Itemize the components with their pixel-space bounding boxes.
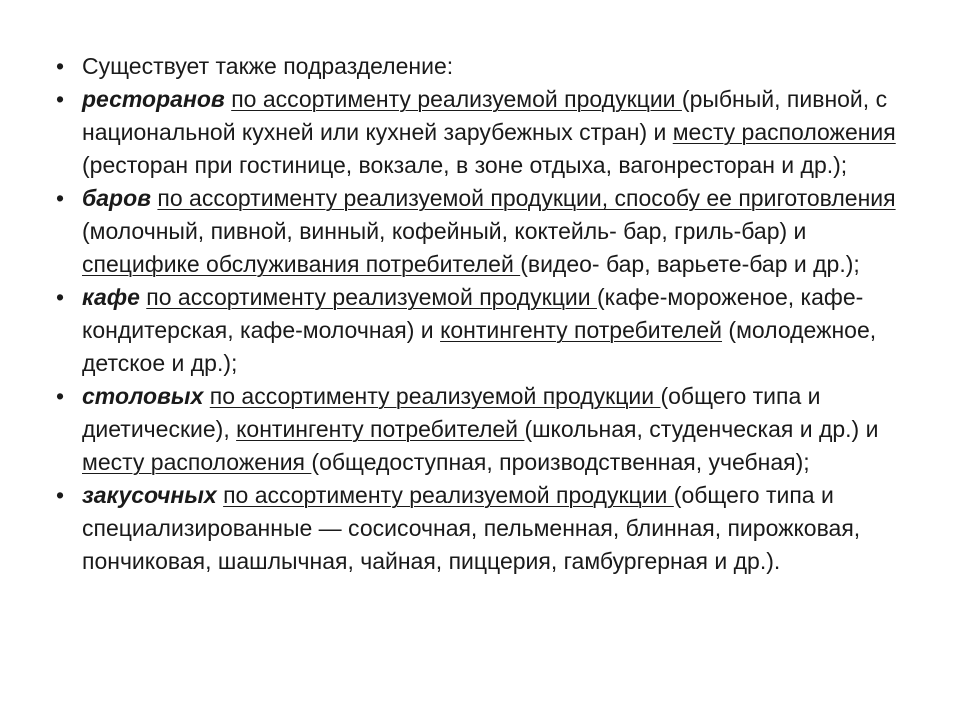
term-cafe: кафе bbox=[82, 284, 140, 310]
term-restaurants: ресторанов bbox=[82, 86, 225, 112]
criterion-consumers: контингенту потребителей bbox=[236, 416, 525, 442]
examples-text: (школьная, студенческая и др.) и bbox=[524, 416, 879, 442]
criterion-assortment: по ассортименту реализуемой продукции bbox=[231, 86, 682, 112]
examples-text: (молодежное, детское и др.); bbox=[82, 317, 877, 376]
bullet-list bbox=[56, 50, 912, 578]
criterion-assortment: по ассортименту реализуемой продукции bbox=[223, 482, 674, 508]
examples-text: (кафе-мороженое, кафе-кондитерская, кафе-молочная) и bbox=[82, 284, 864, 343]
bullet-restaurants bbox=[56, 83, 912, 182]
examples-text: (молочный, пивной, винный, кофейный, коктейль- бар, гриль-бар) и bbox=[82, 218, 807, 244]
examples-text: (общего типа и специализированные — сосисочная, пельменная, блинная, пирожковая, пончиковая, шашлычная, чайная, пиццерия, гамбургерная и др.). bbox=[82, 482, 861, 574]
criterion-service: специфике обслуживания потребителей bbox=[82, 251, 521, 277]
criterion-assortment: по ассортименту реализуемой продукции, способу ее приготовления bbox=[157, 185, 896, 211]
examples-text: (рыбный, пивной, с национальной кухней или кухней зарубежных стран) и bbox=[82, 86, 888, 145]
bullet-intro bbox=[56, 50, 912, 83]
criterion-location: месту расположения bbox=[82, 449, 312, 475]
term-canteens: столовых bbox=[82, 383, 204, 409]
criterion-assortment: по ассортименту реализуемой продукции bbox=[146, 284, 597, 310]
bullet-snackbars bbox=[56, 479, 912, 578]
examples-text: (видео- бар, варьете-бар и др.); bbox=[520, 251, 860, 277]
term-bars: баров bbox=[82, 185, 152, 211]
bullet-canteens bbox=[56, 380, 912, 479]
term-snackbars: закусочных bbox=[82, 482, 217, 508]
criterion-assortment: по ассортименту реализуемой продукции bbox=[209, 383, 661, 409]
examples-text: (ресторан при гостинице, вокзале, в зоне отдыха, вагонресторан и др.); bbox=[82, 152, 848, 178]
examples-text: (общедоступная, производственная, учебная); bbox=[311, 449, 810, 475]
bullet-cafe bbox=[56, 281, 912, 380]
criterion-location: месту расположения bbox=[672, 119, 896, 145]
examples-text: (общего типа и диетические), bbox=[82, 383, 821, 442]
intro-text: Существует также подразделение: bbox=[82, 53, 454, 79]
criterion-consumers: контингенту потребителей bbox=[440, 317, 723, 343]
bullet-bars bbox=[56, 182, 912, 281]
